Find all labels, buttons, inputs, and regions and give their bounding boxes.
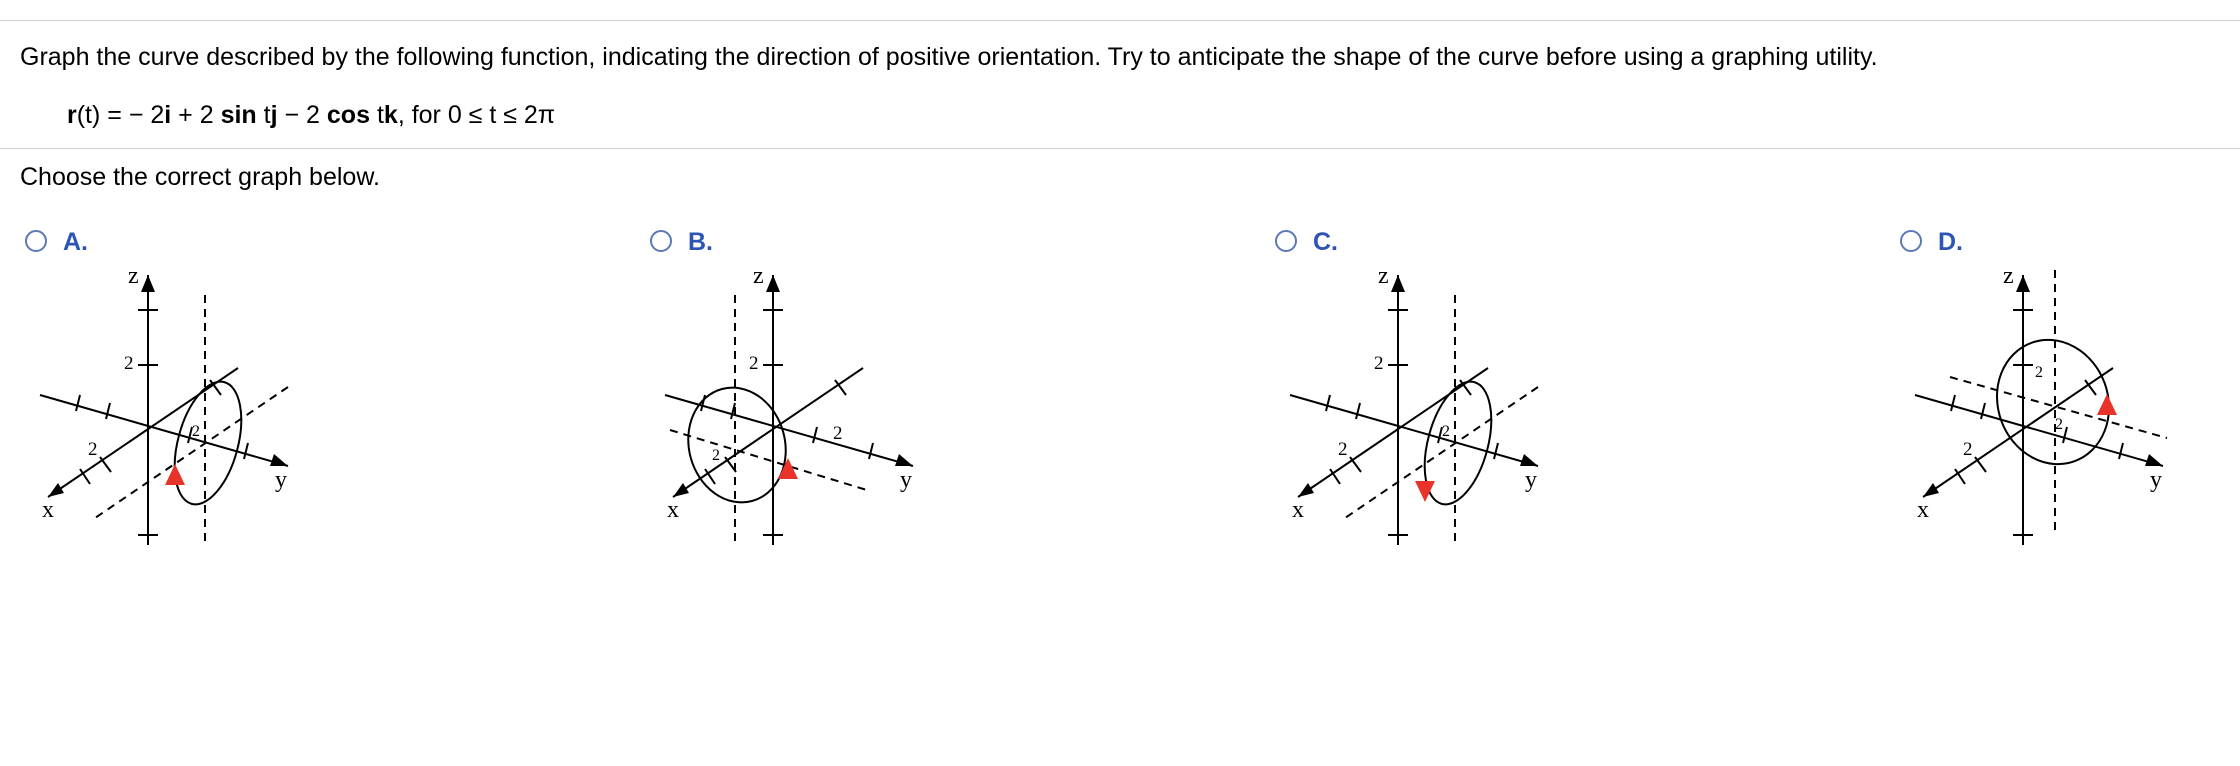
x-axis	[48, 368, 238, 497]
equation-cos: cos	[326, 101, 370, 129]
unit-vector-k: k	[383, 101, 398, 129]
radio-b[interactable]	[650, 230, 672, 252]
graph-b[interactable]	[655, 255, 935, 555]
choice-letter-d: D.	[1938, 228, 1963, 256]
axis-label-y: y	[275, 467, 287, 493]
radio-c[interactable]	[1275, 230, 1297, 252]
equation-minus: − 2	[277, 101, 327, 129]
equation-t1: t	[256, 101, 271, 129]
tick-label-y: 2	[192, 423, 200, 440]
tick-label-y: 2	[833, 423, 843, 444]
tick-label-z: 2	[2035, 364, 2043, 381]
tick-label-x: 2	[88, 439, 98, 460]
radio-a[interactable]	[25, 230, 47, 252]
instruction: Choose the correct graph below.	[20, 163, 380, 191]
equation	[67, 101, 555, 130]
question-prompt: Graph the curve described by the following function, indicating the direction of positive orientation. Try to anticipate the shape of the curve before using a graphing utility.	[20, 43, 1878, 71]
axis-label-y: y	[900, 467, 912, 493]
equation-r: r	[67, 101, 77, 129]
orientation-arrow-icon	[165, 464, 185, 485]
equation-neg: − 2	[128, 101, 165, 129]
orientation-arrow-icon	[2097, 394, 2117, 415]
axis-label-y: y	[2150, 467, 2162, 493]
top-divider	[0, 20, 2240, 21]
tick-label-z: 2	[124, 353, 134, 374]
axis-label-x: x	[1917, 497, 1929, 523]
orientation-arrow-icon	[1415, 481, 1435, 502]
tick-label-y: 2	[1442, 423, 1450, 440]
axis-label-x: x	[42, 497, 54, 523]
axis-label-y: y	[1525, 467, 1537, 493]
tick-label-x: 2	[712, 447, 720, 464]
axis-label-z: z	[2003, 263, 2014, 289]
axis-label-z: z	[1378, 263, 1389, 289]
tick-label-z: 2	[749, 353, 759, 374]
unit-vector-j: j	[270, 101, 278, 129]
graph-a[interactable]	[30, 255, 310, 555]
choice-letter-a: A.	[63, 228, 88, 256]
radio-d[interactable]	[1900, 230, 1922, 252]
axis-label-z: z	[128, 263, 139, 289]
equation-t2: t	[370, 101, 384, 129]
unit-vector-i: i	[164, 101, 172, 129]
equation-plus: + 2	[171, 101, 221, 129]
graph-d[interactable]	[1905, 255, 2185, 555]
axis-label-x: x	[1292, 497, 1304, 523]
equation-domain: , for 0 ≤ t ≤ 2π	[397, 101, 556, 129]
axis-label-z: z	[753, 263, 764, 289]
tick-label-z: 2	[1374, 353, 1384, 374]
choice-letter-b: B.	[688, 228, 713, 256]
middle-divider	[0, 148, 2240, 149]
equation-sin: sin	[220, 101, 257, 129]
graph-c[interactable]	[1280, 255, 1560, 555]
tick-label-x: 2	[1963, 439, 1973, 460]
axis-label-x: x	[667, 497, 679, 523]
equation-t: (t) =	[76, 101, 129, 129]
choice-letter-c: C.	[1313, 228, 1338, 256]
tick-label-x: 2	[1338, 439, 1348, 460]
tick-label-y: 2	[2055, 416, 2063, 433]
